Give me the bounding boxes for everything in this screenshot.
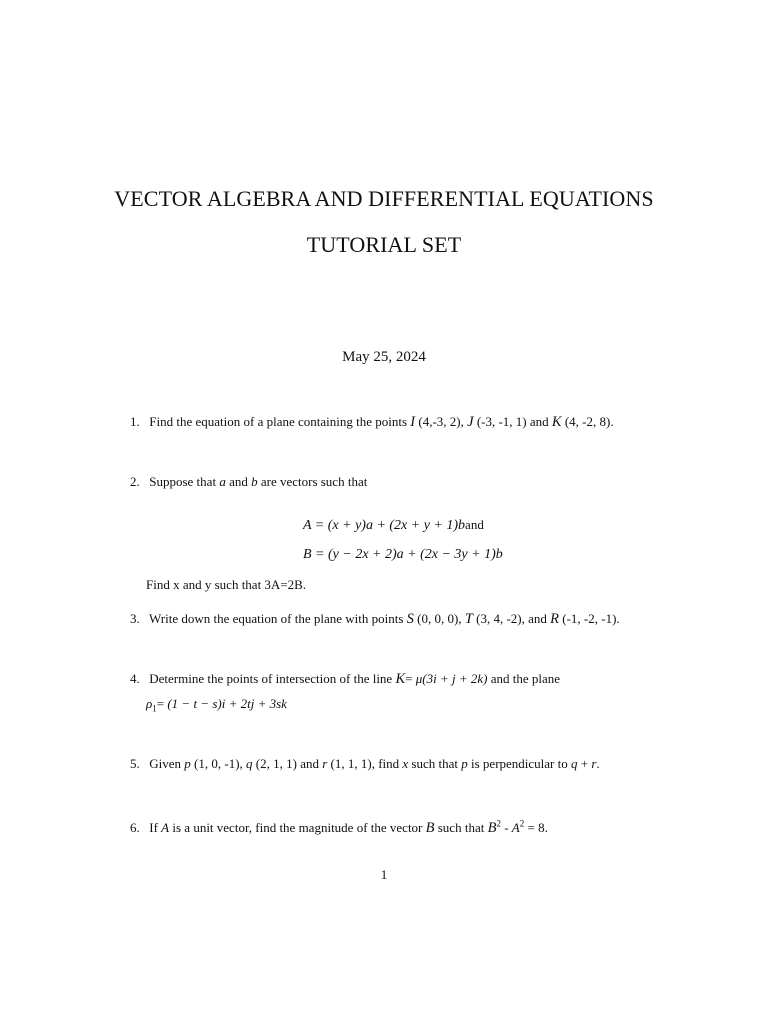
question-text: Write down the equation of the plane with points S (0, 0, 0), T (3, 4, -2), and R (-1, -2, -1).	[149, 611, 620, 627]
document-date: May 25, 2024	[342, 349, 426, 365]
question-number: 6.	[130, 820, 140, 836]
question-4	[130, 671, 560, 687]
question-text: Suppose that a and b are vectors such that	[149, 474, 368, 489]
question-2-followup: Find x and y such that 3A=2B.	[146, 577, 307, 592]
equation-a: A = (x + y)a + (2x + y + 1)band	[303, 517, 484, 533]
question-text: If A is a unit vector, find the magnitude of the vector B such that $B^2 - A^2 = 8$.	[149, 819, 548, 837]
question-number: 3.	[130, 611, 140, 626]
document-subtitle: TUTORIAL SET	[306, 232, 462, 257]
question-number: 5.	[130, 756, 140, 771]
question-number: 4.	[130, 671, 140, 686]
question-number: 1.	[130, 414, 140, 429]
question-6	[130, 816, 548, 836]
equation-b: B = (y − 2x + 2)a + (2x − 3y + 1)b	[303, 547, 503, 562]
question-number: 2.	[130, 474, 140, 489]
question-2	[130, 474, 367, 490]
question-3	[130, 611, 620, 627]
question-text: Given p (1, 0, -1), q (2, 1, 1) and r (1, 1, 1), find x such that p is perpendicular to q + r.	[149, 756, 600, 771]
question-1	[130, 414, 614, 430]
question-text: Find the equation of a plane containing the points I (4,-3, 2), J (-3, -1, 1) and K (4, -2, 8).	[149, 414, 614, 430]
page-number: 1	[380, 867, 388, 882]
question-text: Determine the points of intersection of the line K= μ(3i + j + 2k) and the plane	[149, 671, 561, 687]
question-5	[130, 756, 600, 772]
document-title: VECTOR ALGEBRA AND DIFFERENTIAL EQUATIONS	[114, 186, 654, 211]
plane-equation: $\rho_1= (1 - t - s)i + 2tj + 3sk$	[146, 696, 287, 714]
